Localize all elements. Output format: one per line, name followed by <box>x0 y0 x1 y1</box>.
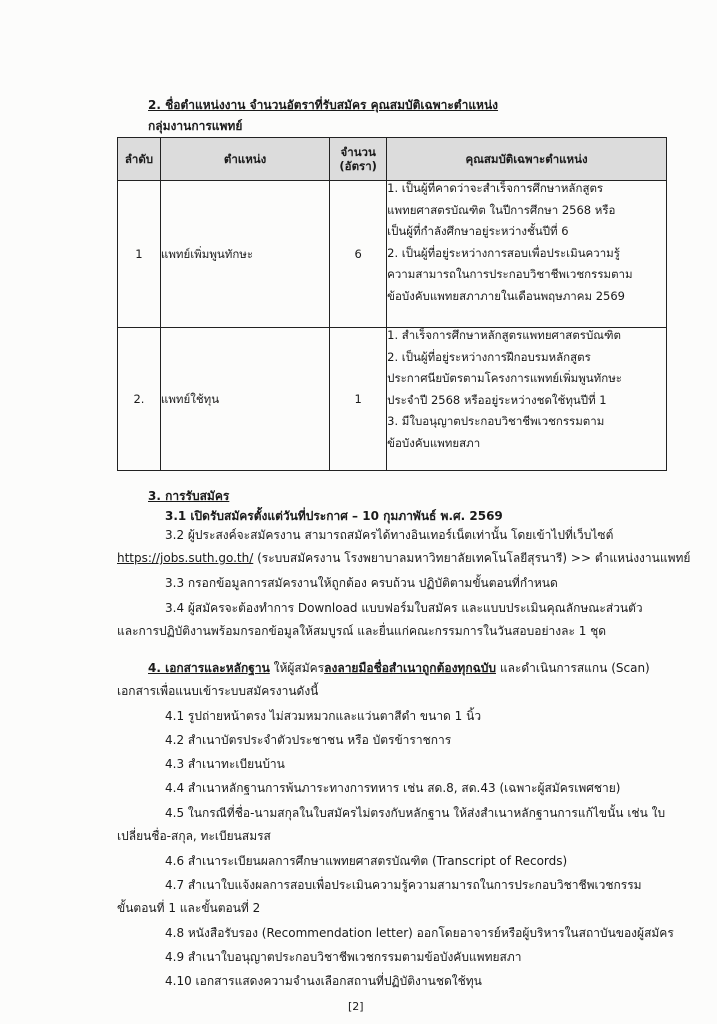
page-number: [2] <box>348 1000 364 1013</box>
qual-line: ประกาศนียบัตรตามโครงการแพทย์เพิ่มพูนทักษะ <box>387 371 622 385</box>
section4-item-4-3: 4.3 สำเนาทะเบียนบ้าน <box>165 757 285 771</box>
section4-intro-end: และดำเนินการสแกน (Scan) <box>496 661 650 675</box>
section4-item-4-5-line1: 4.5 ในกรณีที่ชื่อ-นามสกุลในใบสมัครไม่ตรงกับหลักฐาน ให้ส่งสำเนาหลักฐานการแก้ไขนั้น เช่น ใบ <box>165 806 666 820</box>
section4-item-4-7-line1: 4.7 สำเนาใบแจ้งผลการสอบเพื่อประเมินความรู้ความสามารถในการประกอบวิชาชีพเวชกรรม <box>165 878 642 892</box>
section4-intro-line2: เอกสารเพื่อแนบเข้าระบบสมัครงานดังนี้ <box>117 684 319 698</box>
qual-line: เป็นผู้ที่กำลังศึกษาอยู่ระหว่างชั้นปีที่ 6 <box>387 224 569 238</box>
header-no: ลำดับ <box>118 138 161 181</box>
section4-item-4-9: 4.9 สำเนาใบอนุญาตประกอบวิชาชีพเวชกรรมตามข้อบังคับแพทยสภา <box>165 950 522 964</box>
qual-line: 1. สำเร็จการศึกษาหลักสูตรแพทยศาสตรบัณฑิต <box>387 328 621 342</box>
section4-item-4-5-line2: เปลี่ยนชื่อ-สกุล, ทะเบียนสมรส <box>117 829 271 843</box>
qual-line: 2. เป็นผู้ที่อยู่ระหว่างการสอบเพื่อประเมินความรู้ <box>387 245 620 260</box>
qual-line: 1. เป็นผู้ที่คาดว่าจะสำเร็จการศึกษาหลักสูตร <box>387 181 604 195</box>
table-row <box>118 181 667 328</box>
header-count-line2: (อัตรา) <box>339 159 377 173</box>
qual-line: ข้อบังคับแพทยสภาภายในเดือนพฤษภาคม 2569 <box>387 288 625 303</box>
qual-line: 2. เป็นผู้ที่อยู่ระหว่างการฝึกอบรมหลักสูตร <box>387 349 591 364</box>
section4-intro <box>148 661 650 676</box>
section4-item-4-2: 4.2 สำเนาบัตรประจำตัวประชาชน หรือ บัตรข้าราชการ <box>165 733 452 747</box>
section3-item1: 3.1 เปิดรับสมัครตั้งแต่วันที่ประกาศ – 10 กุมภาพันธ์ พ.ศ. 2569 <box>165 509 503 523</box>
section4-title: 4. เอกสารและหลักฐาน <box>148 661 270 675</box>
section4-item-4-1: 4.1 รูปถ่ายหน้าตรง ไม่สวมหมวกและแว่นตาสีดำ ขนาด 1 นิ้ว <box>165 709 482 723</box>
section4-intro-mid: ให้ผู้สมัคร <box>269 661 325 675</box>
header-count <box>330 138 387 181</box>
row-position: แพทย์ใช้ทุน <box>160 328 329 471</box>
section3-item2-suffix: (ระบบสมัครงาน โรงพยาบาลมหาวิทยาลัยเทคโนโลยีสุรนารี) >> ตำแหน่งงานแพทย์ <box>253 551 691 565</box>
qual-line: ประจำปี 2568 หรืออยู่ระหว่างชดใช้ทุนปีที่ 1 <box>387 392 607 407</box>
row-position: แพทย์เพิ่มพูนทักษะ <box>160 181 329 328</box>
row-no: 2. <box>118 328 161 471</box>
qual-line: 3. มีใบอนุญาตประกอบวิชาชีพเวชกรรมตาม <box>387 414 605 428</box>
jobs-website-link[interactable]: https://jobs.suth.go.th/ <box>117 551 254 565</box>
section3-item2-line2 <box>117 551 690 566</box>
section4-item-4-8: 4.8 หนังสือรับรอง (Recommendation letter) ออกโดยอาจารย์หรือผู้บริหารในสถาบันของผู้สมัคร <box>165 926 674 940</box>
qual-line: แพทยศาสตรบัณฑิต ในปีการศึกษา 2568 หรือ <box>387 202 616 217</box>
section2-title: 2. ชื่อตำแหน่งงาน จำนวนอัตราที่รับสมัคร คุณสมบัติเฉพาะตำแหน่ง <box>148 98 499 112</box>
section4-item-4-7-line2: ขั้นตอนที่ 1 และขั้นตอนที่ 2 <box>117 901 261 915</box>
section3-item3: 3.3 กรอกข้อมูลการสมัครงานให้ถูกต้อง ครบถ้วน ปฏิบัติตามขั้นตอนที่กำหนด <box>165 576 558 590</box>
section4-item-4-10: 4.10 เอกสารแสดงความจำนงเลือกสถานที่ปฏิบัติงานชดใช้ทุน <box>165 974 482 988</box>
row-count: 1 <box>330 328 387 471</box>
row-qualification <box>387 328 667 471</box>
section3-item4-line1: 3.4 ผู้สมัครจะต้องทำการ Download แบบฟอร์มใบสมัคร และแบบประเมินคุณลักษณะส่วนตัว <box>165 601 643 615</box>
header-position: ตำแหน่ง <box>160 138 329 181</box>
row-no: 1 <box>118 181 161 328</box>
section3-item4-line2: และการปฏิบัติงานพร้อมกรอกข้อมูลให้สมบูรณ์ และยื่นแก่คณะกรรมการในวันสอบอย่างละ 1 ชุด <box>117 624 607 638</box>
section3-title: 3. การรับสมัคร <box>148 489 230 503</box>
positions-table <box>117 137 667 471</box>
section3-item2-line1: 3.2 ผู้ประสงค์จะสมัครงาน สามารถสมัครได้ทางอินเทอร์เน็ตเท่านั้น โดยเข้าไปที่เว็บไซต์ <box>165 528 614 542</box>
table-header-row <box>118 138 667 181</box>
section4-item-4-6: 4.6 สำเนาระเบียนผลการศึกษาแพทยศาสตรบัณฑิต (Transcript of Records) <box>165 854 568 868</box>
header-count-line1: จำนวน <box>340 144 376 159</box>
row-qualification <box>387 181 667 328</box>
section4-intro-emphasis: ลงลายมือชื่อสำเนาถูกต้องทุกฉบับ <box>324 661 497 675</box>
header-qualification: คุณสมบัติเฉพาะตำแหน่ง <box>387 138 667 181</box>
row-count: 6 <box>330 181 387 328</box>
table-row <box>118 328 667 471</box>
qual-line: ความสามารถในการประกอบวิชาชีพเวชกรรมตาม <box>387 267 633 281</box>
qual-line: ข้อบังคับแพทยสภา <box>387 435 481 450</box>
section2-group-label: กลุ่มงานการแพทย์ <box>148 119 243 133</box>
section4-item-4-4: 4.4 สำเนาหลักฐานการพ้นภาระทางการทหาร เช่น สด.8, สด.43 (เฉพาะผู้สมัครเพศชาย) <box>165 781 621 795</box>
